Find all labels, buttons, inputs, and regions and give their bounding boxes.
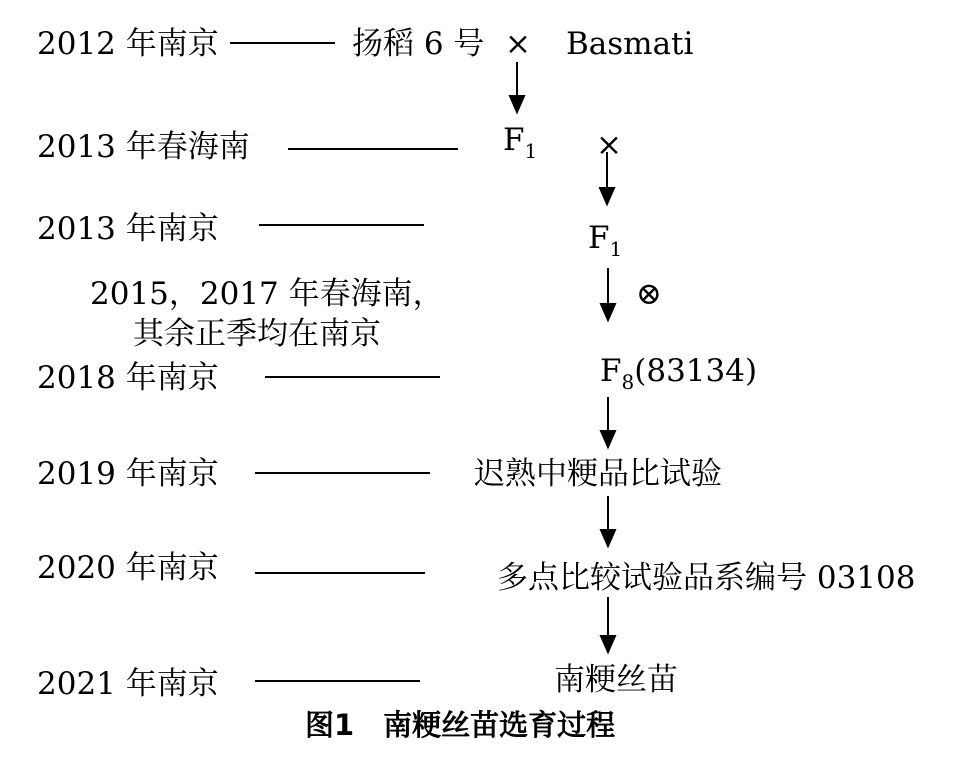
figure-caption: 图1 南粳丝苗选育过程	[305, 708, 616, 742]
note-line-2: 其余正季均在南京	[133, 316, 381, 352]
parent-yangdao6: 扬稻 6 号	[352, 26, 485, 62]
node-f8-code: (83134)	[634, 353, 758, 389]
selfing-symbol: ⊗	[636, 276, 662, 312]
row-label-2013-spring: 2013 年春海南	[37, 129, 250, 165]
row-label-2020: 2020 年南京	[37, 550, 219, 586]
arrow-2-head	[600, 188, 614, 204]
arrow-3-head	[601, 304, 615, 320]
node-f1-first-main: F	[503, 122, 525, 158]
row-label-2019: 2019 年南京	[37, 456, 219, 492]
arrow-1-head	[510, 96, 524, 112]
node-f8-main: F	[600, 353, 622, 389]
node-yield-trial: 迟熟中粳品比试验	[474, 456, 722, 492]
parent-basmati: Basmati	[566, 26, 694, 62]
node-final-variety: 南粳丝苗	[554, 662, 678, 698]
node-f8-sub: 8	[621, 370, 635, 394]
node-f1-second-sub: 1	[609, 237, 623, 261]
arrow-5-head	[601, 530, 615, 546]
row-label-2021: 2021 年南京	[37, 666, 219, 702]
row-label-2013: 2013 年南京	[37, 211, 219, 247]
arrow-6-head	[601, 636, 615, 652]
node-f1-first-sub: 1	[524, 139, 538, 163]
cross-symbol-1: ×	[505, 26, 531, 62]
node-f1-second-main: F	[588, 220, 610, 256]
cross-symbol-2: ×	[596, 127, 622, 163]
note-line-1: 2015，2017 年春海南，	[90, 276, 444, 312]
arrow-4-head	[601, 431, 615, 447]
row-label-2018: 2018 年南京	[37, 360, 219, 396]
row-label-2012: 2012 年南京	[37, 26, 219, 62]
node-multi-site-trial: 多点比较试验品系编号 03108	[497, 560, 916, 596]
